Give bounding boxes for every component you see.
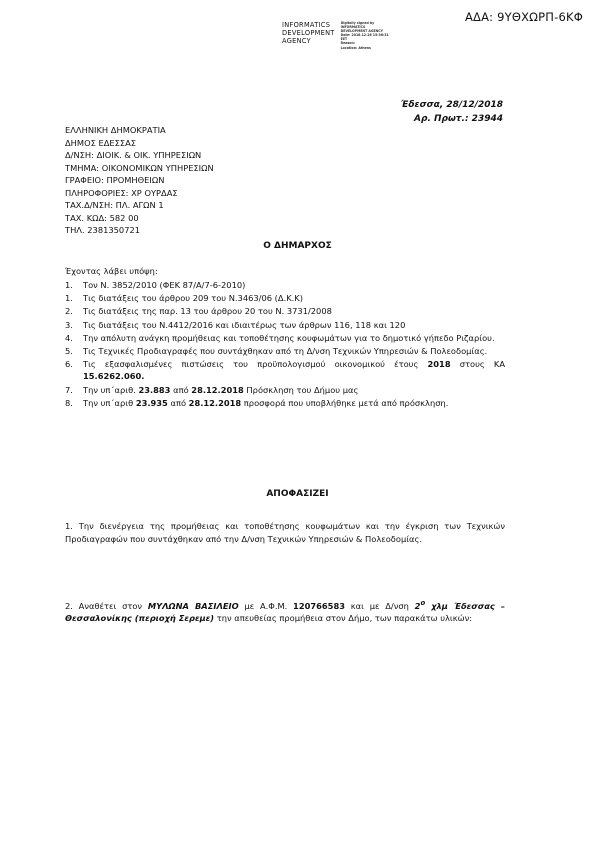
- document-date: Έδεσσα, 28/12/2018: [400, 100, 503, 110]
- document-title: Ο ΔΗΜΑΡΧΟΣ: [263, 241, 332, 251]
- list-item: 1. Τις διατάξεις του άρθρου 209 του Ν.3463/06 (Δ.Κ.Κ): [65, 293, 303, 304]
- list-item: 3. Τις διατάξεις του Ν.4412/2016 και ιδιαιτέρως των άρθρων 116, 118 και 120: [65, 319, 406, 330]
- list-item: 4. Την απόλυτη ανάγκη προμήθειας και τοποθέτησης κουφωμάτων για το δημοτικό γήπεδο Ριζαρίου.: [65, 332, 495, 343]
- list-item: 2. Τις διατάξεις της παρ. 13 του άρθρου 20 του Ν. 3731/2008: [65, 306, 332, 317]
- decision-title: ΑΠΟΦΑΣΙΖΕΙ: [266, 489, 329, 499]
- list-item: 5. Τις Τεχνικές Προδιαγραφές που συντάχθηκαν από τη Δ/νση Τεχνικών Υπηρεσιών & Πολεοδομίας.: [65, 346, 488, 357]
- decision-paragraph-1: 1. Την διενέργεια της προμήθειας και τοποθέτησης κουφωμάτων και την έγκριση των Τεχνικών Προδιαγραφών που συντάχθηκαν από την Δ/νση Τεχνικών Υπηρεσιών & Πολεοδομίας.: [65, 521, 505, 544]
- list-item: 7. Την υπ΄αριθ. 23.883 από 28.12.2018 Πρόσκληση του Δήμου μας: [65, 384, 359, 395]
- considerations-intro: Έχοντας λάβει υπόψη:: [65, 266, 158, 276]
- list-item: 1. Τον Ν. 3852/2010 (ΦΕΚ 87/Α/7-6-2010): [65, 280, 246, 290]
- date-protocol-block: [401, 98, 503, 126]
- issuer-header: ΕΛΛΗΝΙΚΗ ΔΗΜΟΚΡΑΤΙΑ ΔΗΜΟΣ ΕΔΕΣΣΑΣ Δ/ΝΣΗ: ΔΙΟΙΚ. & ΟΙΚ. ΥΠΗΡΕΣΙΩΝ ΤΜΗΜΑ: ΟΙΚΟΝΟΜΙΚΩΝ ΥΠΗΡΕΣΙΩΝ ΓΡΑΦΕΙΟ: ΠΡΟΜΗΘΕΙΩΝ ΠΛΗΡΟΦΟΡΙΕΣ: ΧΡ ΟΥΡΔΑΣ ΤΑΧ.Δ/ΝΣΗ: ΠΛ. ΑΓΩΝ 1 ΤΑΧ. ΚΩΔ: 582 00 ΤΗΛ. 2381350721: [65, 125, 214, 235]
- stamp-agency-name: INFORMATICS DEVELOPMENT AGENCY: [282, 21, 335, 45]
- list-item: 8. Την υπ΄αριθ 23.935 από 28.12.2018 προσφορά που υποβλήθηκε μετά από πρόσκληση.: [65, 397, 449, 408]
- list-item: 6. Τις εξασφαλισμένες πιστώσεις του προϋπολογισμού οικονομικού έτους 2018 στους ΚΑ 15.6262.060.: [65, 359, 505, 382]
- protocol-number: Αρ. Πρωτ.: 23944: [414, 114, 503, 124]
- stamp-signature-details: Digitally signed by INFORMATICS DEVELOPMENT AGENCY Date: 2018.12.28 15:36:31 EET Reason: Location: Athens: [340, 21, 389, 50]
- ada-code: ΑΔΑ: 9ΥΘΧΩΡΠ-6ΚΦ: [464, 10, 583, 24]
- considerations-list: [65, 279, 505, 410]
- decision-paragraph-2: 2. Αναθέτει στον ΜΥΛΩΝΑ ΒΑΣΙΛΕΙΟ με Α.Φ.Μ. 120766583 και με Δ/νση $2^o$ χλμ Έδεσσας – Θεσσαλονίκης (περιοχή Σερεμε) την απευθείας προμήθεια στον Δήμο, των παρακάτω υλικών:: [65, 599, 505, 624]
- digital-signature-stamp: [282, 21, 389, 50]
